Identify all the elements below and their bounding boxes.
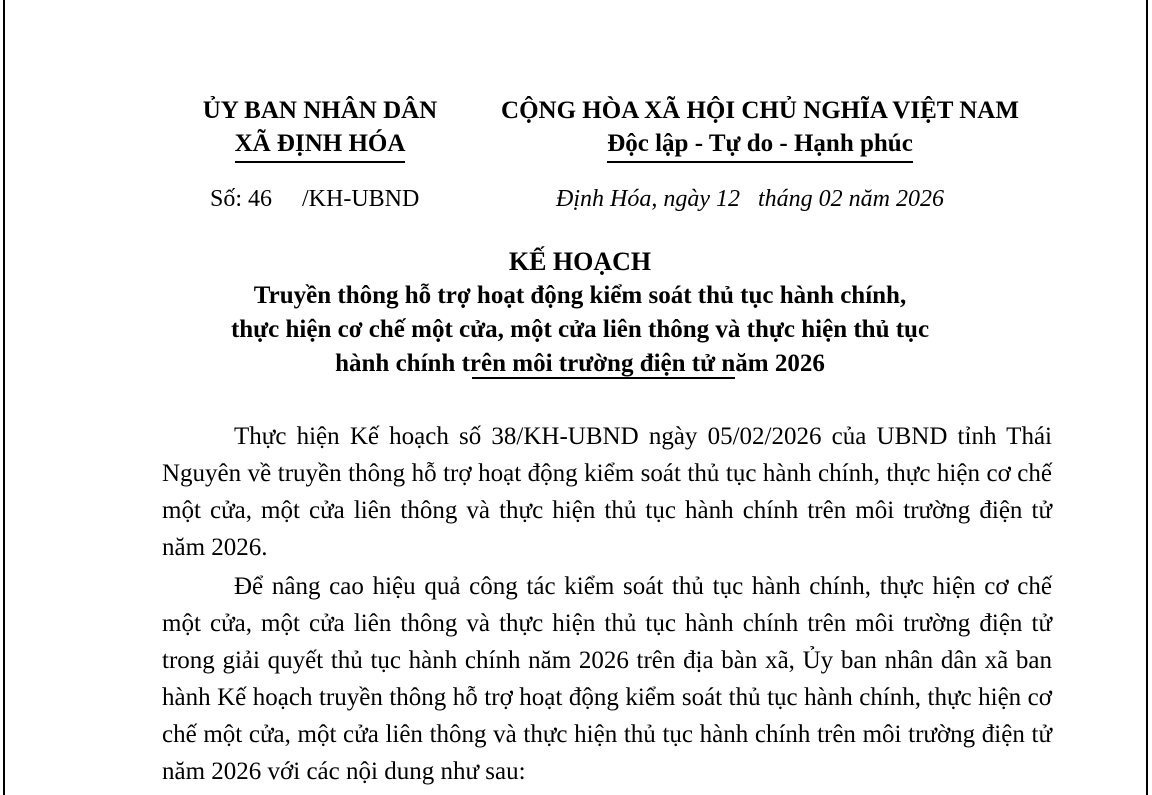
issuing-authority bbox=[150, 94, 490, 163]
national-motto: Độc lập - Tự do - Hạnh phúc bbox=[607, 127, 913, 163]
plan-subtitle-line-1: Truyền thông hỗ trợ hoạt động kiểm soát thủ tục hành chính, bbox=[253, 282, 907, 309]
page-edge-left bbox=[3, 0, 5, 795]
document-number: Số: 46 /KH-UBND bbox=[210, 186, 420, 212]
commune-name: XÃ ĐỊNH HÓA bbox=[235, 127, 406, 163]
authority-name: ỦY BAN NHÂN DÂN bbox=[202, 97, 438, 124]
plan-heading bbox=[150, 245, 1010, 381]
body-paragraph-2: Để nâng cao hiệu quả công tác kiểm soát thủ tục hành chính, thực hiện cơ chế một cửa, một cửa liên thông và thực hiện thủ tục hành chính trên môi trường điện tử trong giải quyết thủ tục hành chính năm 2026 trên địa bàn xã, Ủy ban nhân dân xã ban hành Kế hoạch truyền thông hỗ trợ hoạt động kiểm soát thủ tục hành chính, thực hiện cơ chế một cửa, một cửa liên thông và thực hiện thủ tục hành chính trên môi trường điện tử năm 2026 với các nội dung như sau: bbox=[162, 573, 1052, 785]
title-underline bbox=[472, 377, 735, 379]
plan-subtitle-line-2: thực hiện cơ chế một cửa, một cửa liên thông và thực hiện thủ tục bbox=[230, 316, 930, 343]
body-paragraph-1: Thực hiện Kế hoạch số 38/KH-UBND ngày 05/02/2026 của UBND tỉnh Thái Nguyên về truyền thông hỗ trợ hoạt động kiểm soát thủ tục hành chính, thực hiện cơ chế một cửa, một cửa liên thông và thực hiện thủ tục hành chính trên môi trường điện tử năm 2026. bbox=[162, 423, 1052, 561]
national-header bbox=[470, 94, 1050, 163]
country-name: CỘNG HÒA XÃ HỘI CHỦ NGHĨA VIỆT NAM bbox=[501, 97, 1019, 124]
page-edge-right bbox=[1146, 0, 1148, 795]
plan-title: KẾ HOẠCH bbox=[508, 247, 652, 276]
document-date: Định Hóa, ngày 12 tháng 02 năm 2026 bbox=[556, 186, 944, 212]
plan-subtitle-line-3: hành chính trên môi trường điện tử năm 2026 bbox=[335, 350, 825, 377]
